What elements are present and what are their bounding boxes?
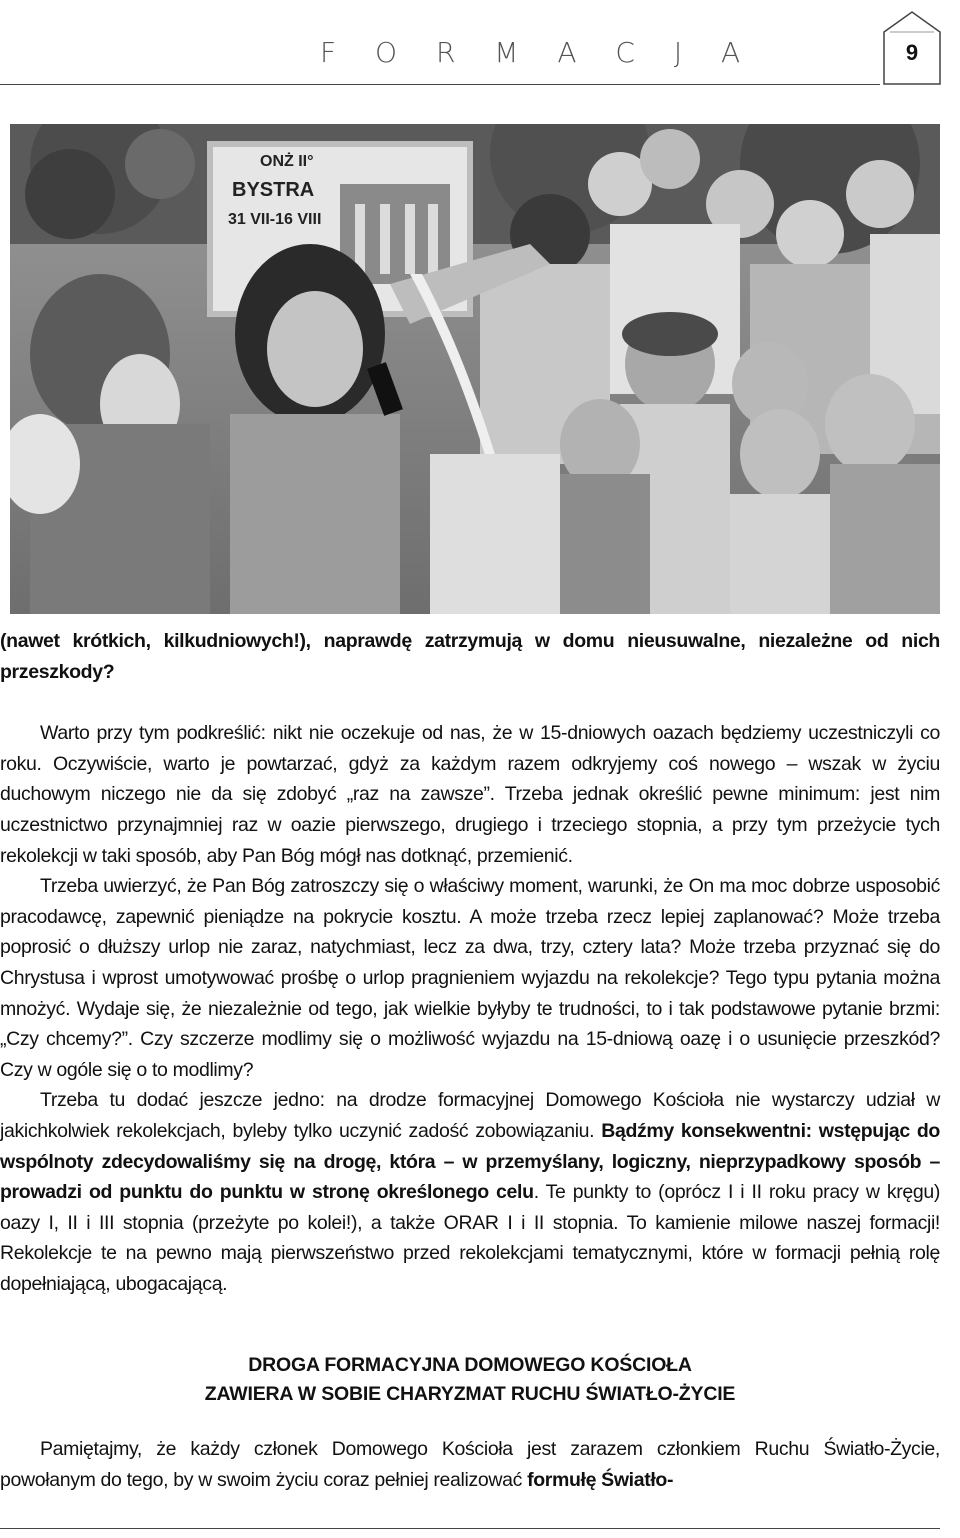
paragraph-movement-bold: formułę Światło- bbox=[527, 1469, 674, 1492]
sign-text-2: BYSTRA bbox=[232, 179, 315, 201]
footer-rule bbox=[0, 1528, 940, 1529]
paragraph-consistency-bold: Bądźmy konsekwentni: wstępując do wspólnoty zdecydowaliśmy się na drogę, która – w przemyślany, logiczny, nieprzypadkowy sposób – prowadzi od punktu do punktu w stronę określonego celu bbox=[0, 1119, 940, 1204]
paragraph-movement bbox=[0, 1434, 940, 1495]
sign-text-1: ONŻ II° bbox=[260, 153, 314, 170]
group-photo bbox=[10, 124, 940, 614]
section-title: F O R M A C J A bbox=[320, 36, 756, 69]
paragraph-movement-start: Pamiętajmy, że każdy członek Domowego Kościoła jest zarazem członkiem Ruchu Światło-Życie, powołanym do tego, by w swoim życiu coraz pełniej realizować bbox=[0, 1438, 940, 1492]
paragraph-trust: Trzeba uwierzyć, że Pan Bóg zatroszczy się o właściwy moment, warunki, że On ma moc dobrze usposobić pracodawcę, zapewnić pieniądze na pokrycie kosztu. A może trzeba rzecz lepiej zaplanować? Może trzeba poprosić o dłuższy urlop nie zaraz, natychmiast, lecz za dwa, trzy, cztery lata? Może trzeba przyznać się do Chrystusa i wprost umotywować prośbę o urlop pragnieniem wyjazdu na rekolekcje? Tego typu pytania można mnożyć. Wydaje się, że niezależnie od tego, jak wielkie byłyby te trudności, to i tak podstawowe pytanie brzmi: „Czy chcemy?”. Czy szczerze modlimy się o możliwość wyjazdu na 15-dniową oazę i o usunięcie przeszkód? Czy w ogóle się o to modlimy? bbox=[0, 875, 940, 1081]
paragraph-consistency-start: Trzeba tu dodać jeszcze jedno: na drodze formacyjnej Domowego Kościoła nie wystarczy udział w jakichkolwiek rekolekcjach, byleby tylko uczynić zadość zobowiązaniu. bbox=[0, 1089, 940, 1142]
paragraph-spacer bbox=[0, 687, 940, 718]
sign-text-3: 31 VII-16 VIII bbox=[228, 211, 322, 228]
section-heading-line2: ZAWIERA W SOBIE CHARYZMAT RUCHU ŚWIATŁO-ŻYCIE bbox=[204, 1383, 736, 1406]
article-text bbox=[0, 626, 940, 1496]
paragraph-consistency-end: . Te punkty to (oprócz I i II roku pracy w kręgu) oazy I, II i III stopnia (przeżyte po kolei!), a także ORAR I i II stopnia. To kamienie milowe naszej formacji! Rekolekcje te na pewno mają pierwszeństwo przed rekolekcjami tematycznymi, które w formacji pełnią rolę dopełniającą, ubogacającą. bbox=[0, 1181, 940, 1295]
paragraph-consistency bbox=[0, 1085, 940, 1299]
header-rule bbox=[0, 84, 880, 85]
section-heading-line1: DROGA FORMACYJNA DOMOWEGO KOŚCIOŁA bbox=[248, 1354, 692, 1377]
page-number: 9 bbox=[905, 40, 919, 65]
paragraph-intro: (nawet krótkich, kilkudniowych!), naprawdę zatrzymują w domu nieusuwalne, niezależne od nich przeszkody? bbox=[0, 630, 940, 683]
paragraph-minimum: Warto przy tym podkreślić: nikt nie oczekuje od nas, że w 15-dniowych oazach będziemy uczestniczyli co roku. Oczywiście, warto je powtarzać, gdyż za każdym razem odkryjemy coś nowego – wszak w życiu duchowym niczego nie da się zdobyć „raz na zawsze”. Trzeba jednak określić pewne minimum: jest nim uczestnictwo przynajmniej raz w oazie pierwszego, drugiego i trzeciego stopnia, a przy tym przeżycie tych rekolekcji w taki sposób, aby Pan Bóg mógł nas dotknąć, przemienić. bbox=[0, 722, 940, 867]
section-heading bbox=[0, 1351, 940, 1409]
